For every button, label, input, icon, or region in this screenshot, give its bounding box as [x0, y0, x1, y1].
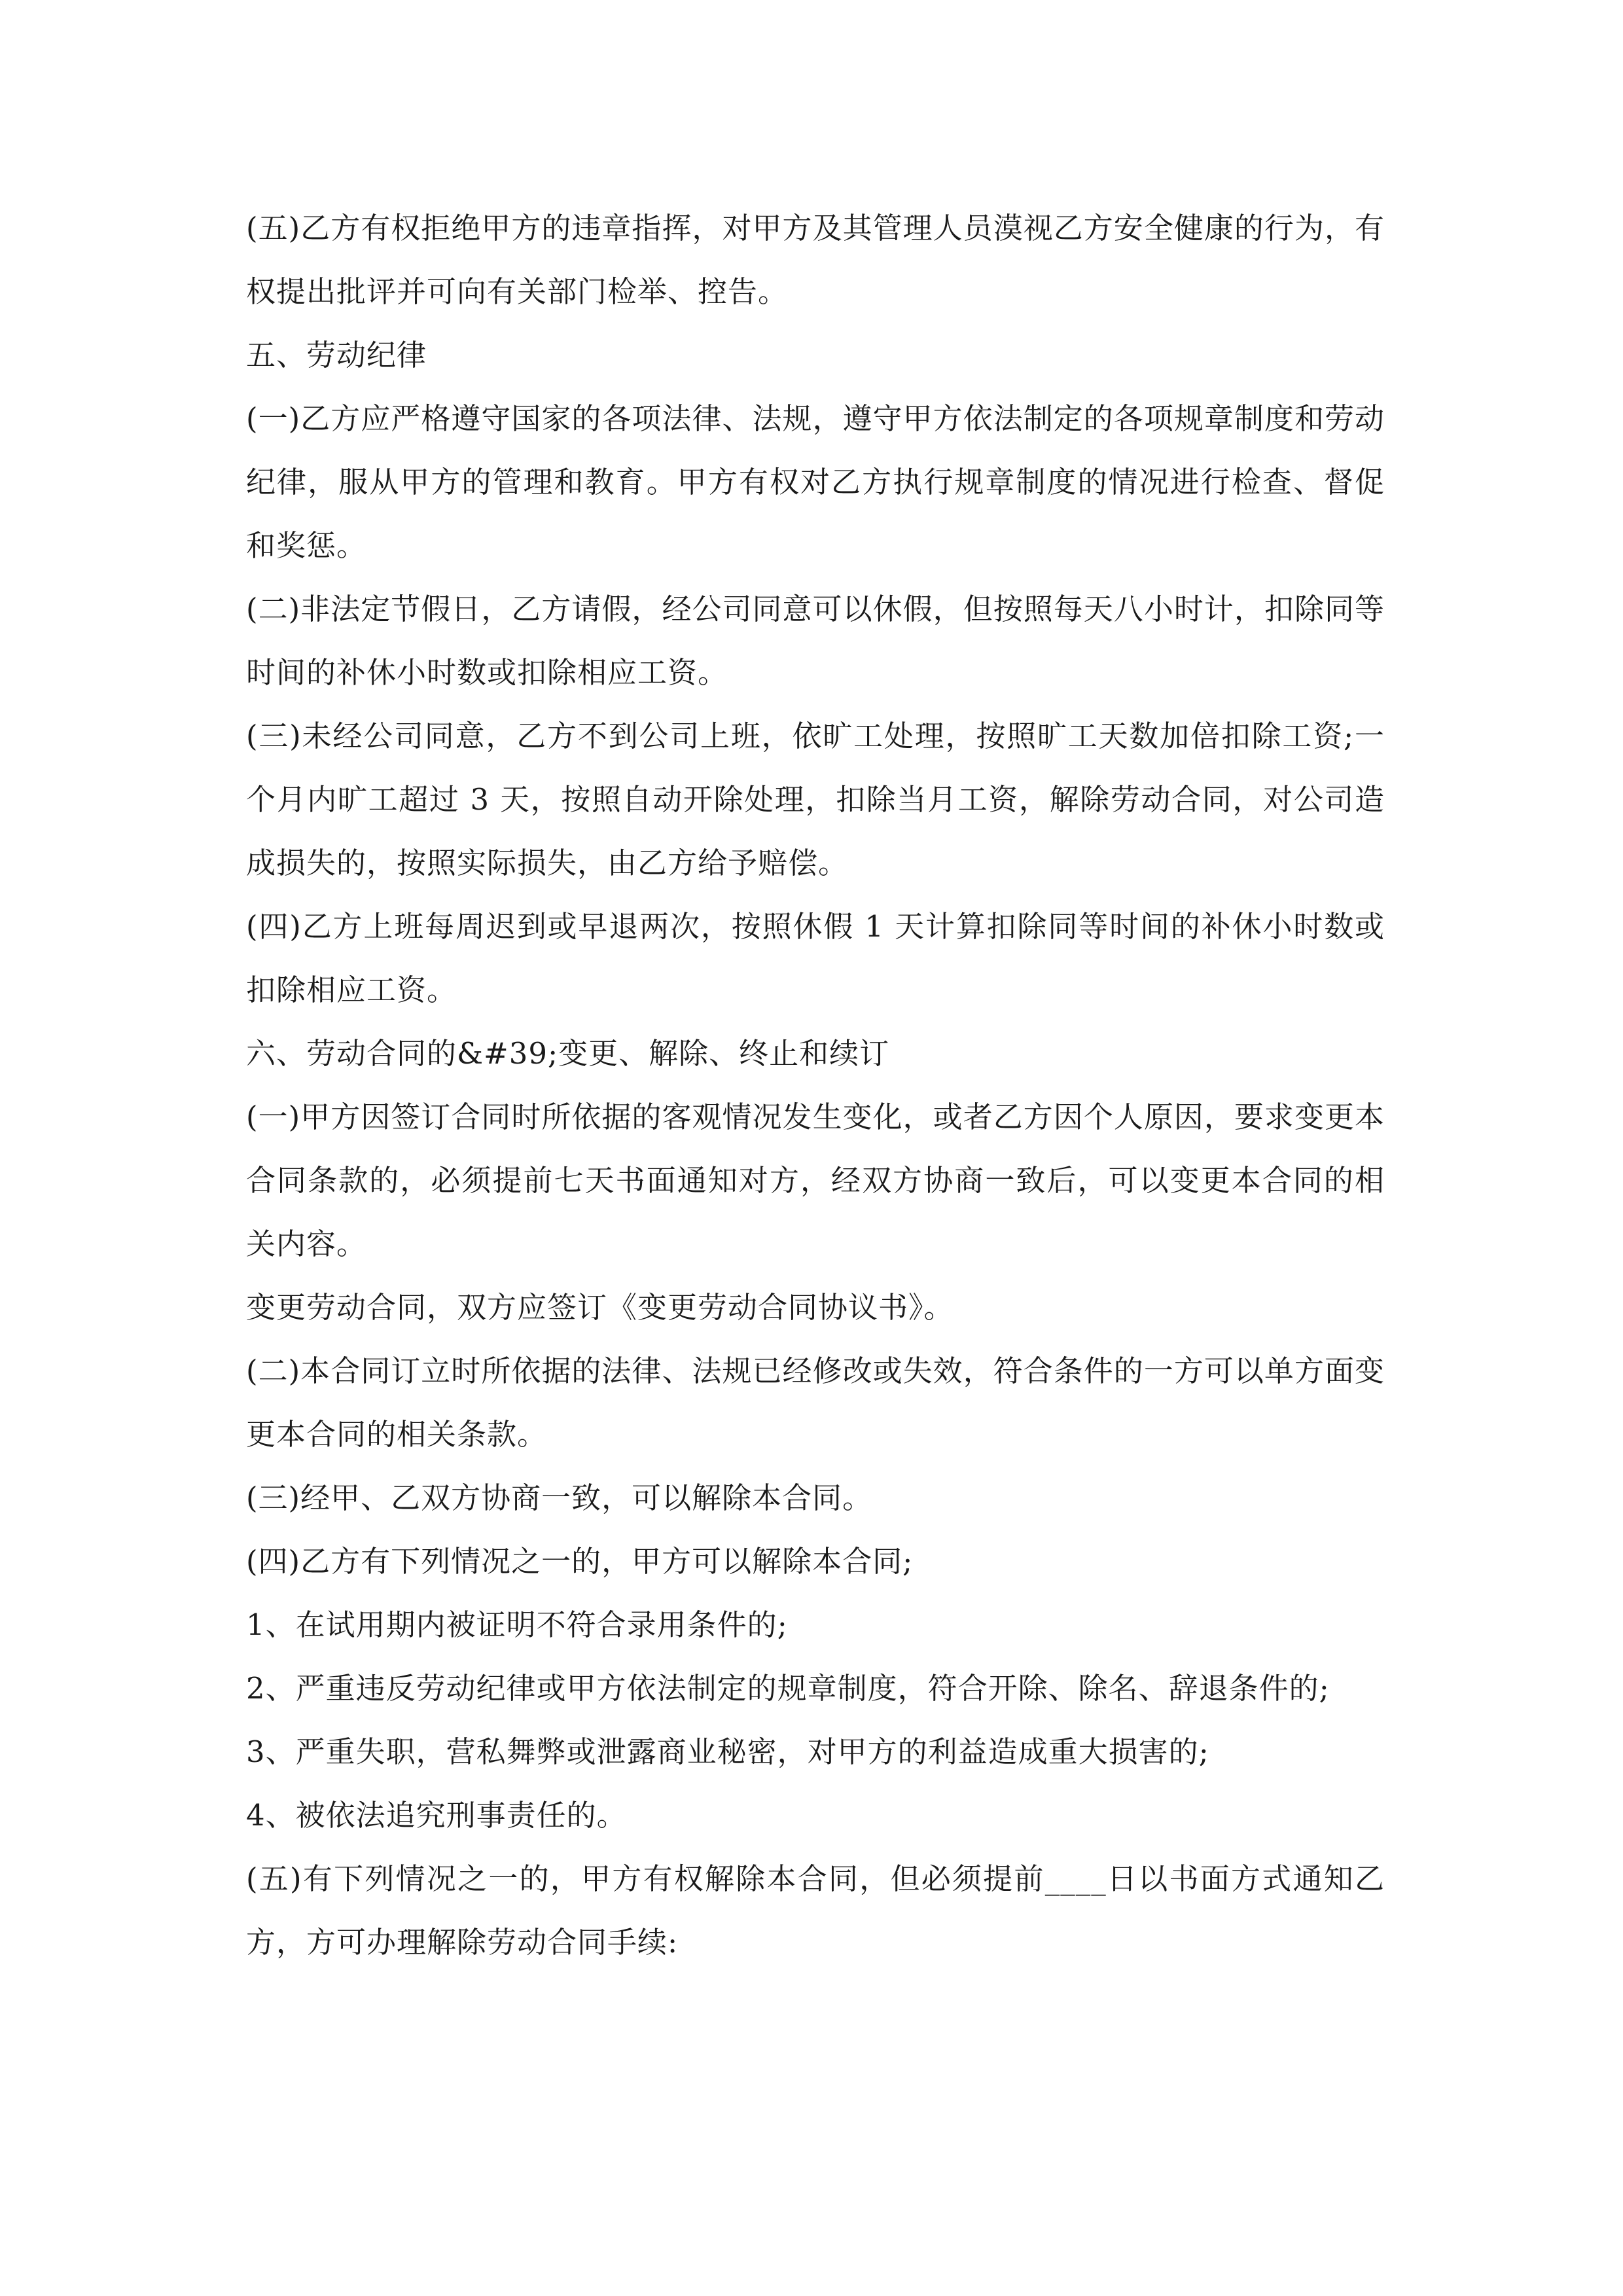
paragraph-change-3: (三)经甲、乙双方协商一致，可以解除本合同。: [246, 1480, 873, 1515]
paragraph-discipline-4: (四)乙方上班每周迟到或早退两次，按照休假 1 天计算扣除同等时间的补休小时数或扣除相应工资。: [246, 909, 1385, 1007]
paragraph-change-2: (二)本合同订立时所依据的法律、法规已经修改或失效，符合条件的一方可以单方面变更本合同的相关条款。: [246, 1354, 1385, 1452]
paragraph-change-agreement: 变更劳动合同，双方应签订《变更劳动合同协议书》。: [246, 1290, 954, 1325]
list-item-2: 2、严重违反劳动纪律或甲方依法制定的规章制度，符合开除、除名、辞退条件的;: [246, 1671, 1330, 1706]
paragraph-change-1: (一)甲方因签订合同时所依据的客观情况发生变化，或者乙方因个人原因，要求变更本合同条款的，必须提前七天书面通知对方，经双方协商一致后，可以变更本合同的相关内容。: [246, 1100, 1385, 1261]
paragraph-discipline-2: (二)非法定节假日，乙方请假，经公司同意可以休假，但按照每天八小时计，扣除同等时间的补休小时数或扣除相应工资。: [246, 592, 1385, 690]
list-item-4: 4、被依法追究刑事责任的。: [246, 1798, 627, 1833]
document-body: [246, 196, 1385, 1974]
section-heading-labor-discipline: 五、劳动纪律: [246, 338, 427, 372]
paragraph-discipline-1: (一)乙方应严格遵守国家的各项法律、法规，遵守甲方依法制定的各项规章制度和劳动纪律，服从甲方的管理和教育。甲方有权对乙方执行规章制度的情况进行检查、督促和奖惩。: [246, 401, 1385, 563]
list-item-3: 3、严重失职，营私舞弊或泄露商业秘密，对甲方的利益造成重大损害的;: [246, 1734, 1209, 1769]
paragraph-change-5: (五)有下列情况之一的，甲方有权解除本合同，但必须提前____日以书面方式通知乙方，方可办理解除劳动合同手续:: [246, 1861, 1385, 1960]
list-item-1: 1、在试用期内被证明不符合录用条件的;: [246, 1607, 788, 1642]
section-heading-contract-changes: 六、劳动合同的&#39;变更、解除、终止和续订: [246, 1036, 890, 1071]
paragraph-discipline-3: (三)未经公司同意，乙方不到公司上班，依旷工处理，按照旷工天数加倍扣除工资;一个月内旷工超过 3 天，按照自动开除处理，扣除当月工资，解除劳动合同，对公司造成损失的，按照实际损失，由乙方给予赔偿。: [246, 719, 1385, 880]
paragraph-change-4: (四)乙方有下列情况之一的，甲方可以解除本合同;: [246, 1544, 914, 1579]
paragraph-item-5-right: (五)乙方有权拒绝甲方的违章指挥，对甲方及其管理人员漠视乙方安全健康的行为，有权提出批评并可向有关部门检举、控告。: [246, 211, 1385, 309]
